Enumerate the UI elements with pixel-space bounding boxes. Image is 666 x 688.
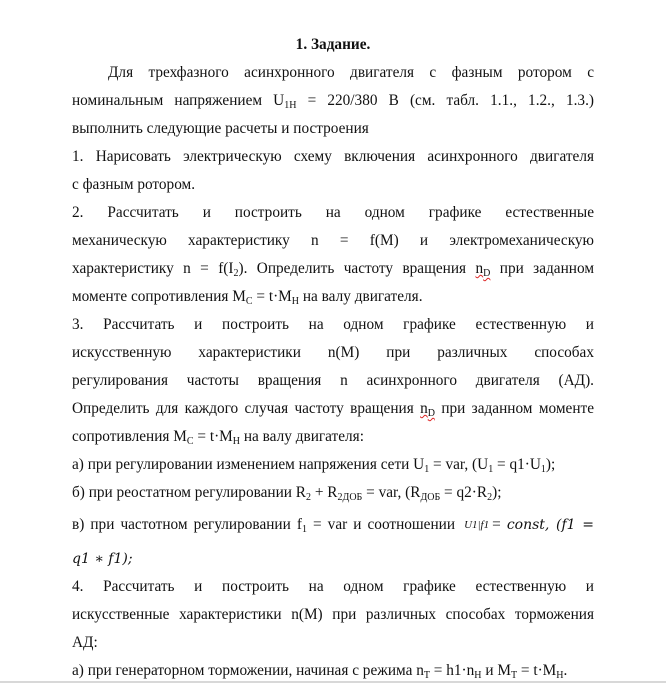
fraction: U1|f1 — [464, 519, 490, 532]
text-line — [72, 398, 594, 426]
text-line — [72, 660, 594, 688]
text-run: на валу двигателя. — [299, 288, 423, 305]
text-run: на валу двигателя: — [240, 428, 364, 445]
text-run: = h1·n — [429, 662, 475, 679]
subscript: C — [245, 296, 253, 307]
text-run: а) при регулировании изменением напряжения сети U — [72, 456, 425, 473]
text-run: = q1·U — [493, 456, 541, 473]
document-page — [72, 34, 594, 688]
subscript: 1Н — [284, 100, 297, 111]
text-run: = t·M — [252, 288, 292, 305]
subscript: H — [291, 296, 300, 307]
text-line — [72, 314, 594, 342]
text-line — [72, 482, 594, 510]
subscript: 1 — [488, 464, 494, 475]
text-line — [72, 576, 594, 604]
text-run: 2. Рассчитать и построить на одном графике естественные — [72, 204, 594, 221]
text-run: . — [563, 662, 568, 679]
subscript: 2 — [233, 268, 239, 279]
spellcheck-word: n — [420, 400, 428, 417]
subscript: 2ДОБ — [337, 492, 363, 503]
text-run: ). Определить частоту вращения — [238, 260, 476, 277]
text-run: 1. Нарисовать электрическую схему включения асинхронного двигателя — [72, 148, 594, 165]
text-run: q1 ∗ f1); — [72, 551, 133, 567]
text-line — [72, 454, 594, 482]
text-run: 4. Рассчитать и построить на одном графике естественную и — [72, 578, 594, 595]
text-run: = — [492, 516, 507, 533]
subscript: D — [483, 268, 491, 279]
text-line — [72, 286, 594, 314]
text-run: + R — [311, 484, 338, 501]
text-run: а) при генераторном торможении, начиная с режима n — [72, 662, 424, 679]
text-run: моменте сопротивления M — [72, 288, 246, 305]
text-run: ); — [545, 456, 556, 473]
text-run: 1. Задание. — [295, 36, 371, 53]
subscript: 1 — [301, 524, 307, 535]
text-run: номинальным напряжением U — [72, 92, 285, 109]
text-line — [72, 370, 594, 398]
subscript: 1 — [540, 464, 546, 475]
text-run: = var, (R — [362, 484, 421, 501]
text-run: Для трехфазного асинхронного двигателя с фазным ротором с — [108, 64, 594, 81]
text-line — [72, 230, 594, 258]
text-line — [72, 342, 594, 370]
text-run: регулирования частоты вращения n асинхронного двигателя (АД). — [72, 372, 594, 389]
text-line — [72, 510, 594, 548]
text-run: сопротивления M — [72, 428, 187, 445]
text-run: в) при частотном регулировании f — [72, 516, 302, 533]
subscript: 2 — [487, 492, 493, 503]
text-line — [72, 146, 594, 174]
text-line — [72, 632, 594, 660]
text-run: const, (f1 = — [506, 517, 594, 533]
text-line — [72, 118, 594, 146]
subscript: T — [423, 670, 430, 681]
text-line — [72, 202, 594, 230]
text-run: искусственные характеристики n(M) при различных способах торможения — [72, 606, 594, 623]
text-run: искусственную характеристики n(M) при различных способах — [72, 344, 594, 361]
subscript: C — [186, 436, 194, 447]
text-run: = var, (U — [429, 456, 489, 473]
text-run: = 220/380 В (см. табл. 1.1., 1.2., 1.3.) — [296, 92, 594, 109]
text-line — [72, 604, 594, 632]
text-line — [72, 548, 594, 576]
text-run: характеристику n = f(I — [72, 260, 234, 277]
text-line — [72, 174, 594, 202]
subscript: H — [232, 436, 241, 447]
text-run: выполнить следующие расчеты и построения — [72, 120, 369, 137]
text-run: б) при реостатном регулировании R — [72, 484, 307, 501]
text-run: с фазным ротором. — [72, 176, 196, 193]
text-run: = q2·R — [440, 484, 488, 501]
section-title — [72, 34, 594, 62]
text-run: 3. Рассчитать и построить на одном графике естественную и — [72, 316, 594, 333]
text-line — [72, 90, 594, 118]
subscript: H — [556, 670, 564, 681]
text-run: = t·M — [517, 662, 557, 679]
text-run: при заданном — [490, 260, 594, 277]
subscript: 1 — [424, 464, 430, 475]
text-run: = var и соотношении — [306, 516, 462, 533]
text-line — [72, 62, 594, 90]
text-run: при заданном моменте — [434, 400, 594, 417]
subscript: 2 — [306, 492, 312, 503]
subscript: T — [510, 670, 518, 681]
text-run: = t·M — [193, 428, 233, 445]
spellcheck-word: n — [475, 260, 484, 277]
subscript: ДОБ — [420, 492, 441, 503]
text-run: АД: — [72, 634, 98, 651]
subscript: D — [427, 408, 435, 419]
text-line — [72, 426, 594, 454]
text-line — [72, 258, 594, 286]
text-run: Определить для каждого случая частоту вращения — [72, 400, 421, 417]
text-run: и M — [481, 662, 511, 679]
text-run: механическую характеристику n = f(M) и электромеханическую — [72, 232, 594, 249]
text-run: ); — [492, 484, 502, 501]
subscript: H — [474, 670, 482, 681]
